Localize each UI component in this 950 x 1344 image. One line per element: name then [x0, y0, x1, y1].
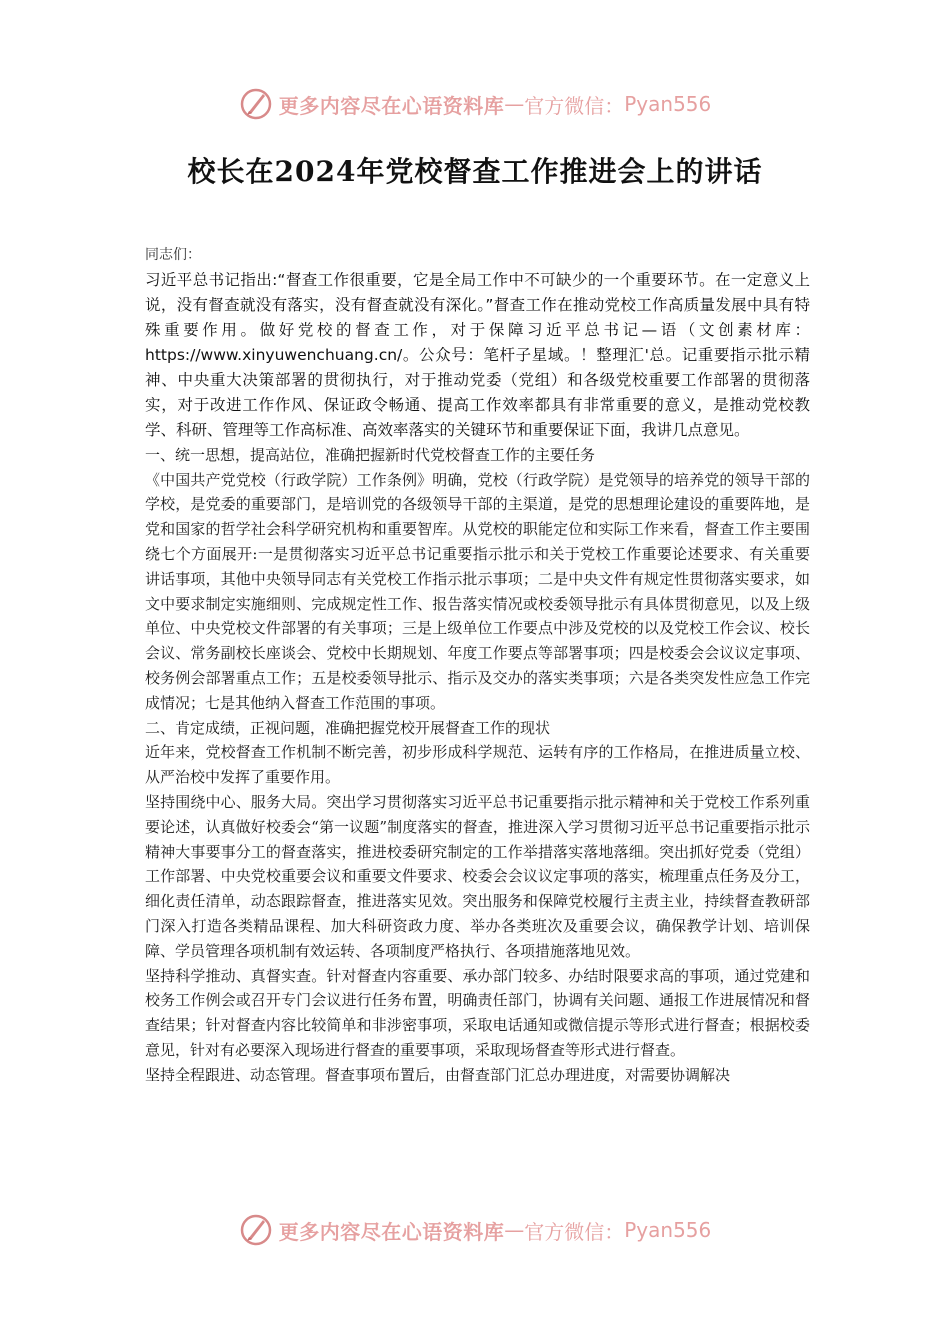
body-paragraph: 坚持全程跟进、动态管理。督查事项布置后，由督查部门汇总办理进度，对需要协调解决 [145, 1065, 731, 1084]
body-paragraph: 《中国共产党党校（行政学院）工作条例》明确，党校（行政学院）是党领导的培养党的领导干部的学校，是党委的重要部门，是培训党的各级领导干部的主渠道，是党的思想理论建设的重要阵地，是党和国家的哲学社会科学研究机构和重要智库。从党校的职能定位和实际工作来看，督查工作主要围绕七个方面展开:一是贯彻落实习近平总书记重要指示批示和关于党校工作重要论述要求、有关重要讲话事项，其他中央领导同志有关党校工作指示批示事项；二是中央文件有规定性贯彻落实要求，如文中要求制定实施细则、完成规定性工作、报告落实情况或校委领导批示有具体贯彻意见，以及上级单位、中央党校文件部署的有关事项；三是上级单位工作要点中涉及党校的以及党校工作会议、校长会议、常务副校长座谈会、党校中长期规划、年度工作要点等部署事项；四是校委会会议议定事项、校务例会部署重点工作；五是校委领导批示、指示及交办的落实类事项；六是各类突发性应急工作完成情况；七是其他纳入督查工作范围的事项。 [145, 470, 810, 712]
document-title: 校长在2024年党校督查工作推进会上的讲话 [187, 155, 763, 188]
banner-slogan: 更多内容尽在心语资料库 [278, 1219, 505, 1244]
lead-paragraph: 习近平总书记指出:“督查工作很重要，它是全局工作中不可缺少的一个重要环节。在一定意义上说，没有督查就没有落实，没有督查就没有深化。”督查工作在推动党校工作高质量发展中具有特殊重要作用。做好党校的督查工作，对于保障习近平总书记—语（文创素材库：https://www.xinyuwenchuang.cn/。公众号：笔杆子星域。！整理汇'总。记重要指示批示精神、中央重大决策部署的贯彻执行，对于推动党委（党组）和各级党校重要工作部署的贯彻落实，对于改进工作作风、保证政令畅通、提高工作效率都具有非常重要的意义，是推动党校教学、科研、管理等工作高标准、高效率落实的关键环节和重要保证下面，我讲几点意见。 [145, 270, 810, 439]
quill-pen-circle-icon [239, 87, 273, 121]
body-paragraph: 坚持科学推动、真督实查。针对督查内容重要、承办部门较多、办结时限要求高的事项，通过党建和校务工作例会或召开专门会议进行任务布置，明确责任部门，协调有关问题、通报工作进展情况和督查结果；针对督查内容比较简单和非涉密事项，采取电话通知或微信提示等形式进行督查；根据校委意见，针对有必要深入现场进行督查的重要事项，采取现场督查等形式进行督查。 [145, 966, 810, 1059]
body-paragraph: 近年来，党校督查工作机制不断完善，初步形成科学规范、运转有序的工作格局，在推进质量立校、从严治校中发挥了重要作用。 [145, 743, 810, 787]
footer-banner [0, 1210, 950, 1250]
banner-slogan: 更多内容尽在心语资料库 [278, 93, 505, 118]
document-body [145, 243, 810, 1088]
section-heading: 一、统一思想，提高站位，准确把握新时代党校督查工作的主要任务 [145, 445, 596, 464]
greeting: 同志们： [145, 247, 201, 263]
header-banner [0, 84, 950, 124]
banner-wechat-id: Pyan556 [624, 92, 712, 116]
banner-wechat-label: 官方微信： [524, 1219, 625, 1244]
banner-wechat-label: 官方微信： [524, 93, 625, 118]
section-heading: 二、肯定成绩，正视问题，准确把握党校开展督查工作的现状 [145, 718, 551, 737]
body-paragraph: 坚持围绕中心、服务大局。突出学习贯彻落实习近平总书记重要指示批示精神和关于党校工作系列重要论述，认真做好校委会“第一议题”制度落实的督查，推进深入学习贯彻习近平总书记重要指示批示精神大事要事分工的督查落实，推进校委研究制定的工作举措落实落地落细。突出抓好党委（党组）工作部署、中央党校重要会议和重要文件要求、校委会会议议定事项的落实，梳理重点任务及分工，细化责任清单，动态跟踪督查，推进落实见效。突出服务和保障党校履行主责主业，持续督查教研部门深入打造各类精品课程、加大科研资政力度、举办各类班次及重要会议，确保教学计划、培训保障、学员管理各项机制有效运转、各项制度严格执行、各项措施落地见效。 [145, 792, 810, 960]
banner-separator: — [504, 1218, 525, 1242]
quill-pen-circle-icon [239, 1213, 273, 1247]
banner-separator: — [504, 92, 525, 116]
banner-wechat-id: Pyan556 [624, 1218, 712, 1242]
